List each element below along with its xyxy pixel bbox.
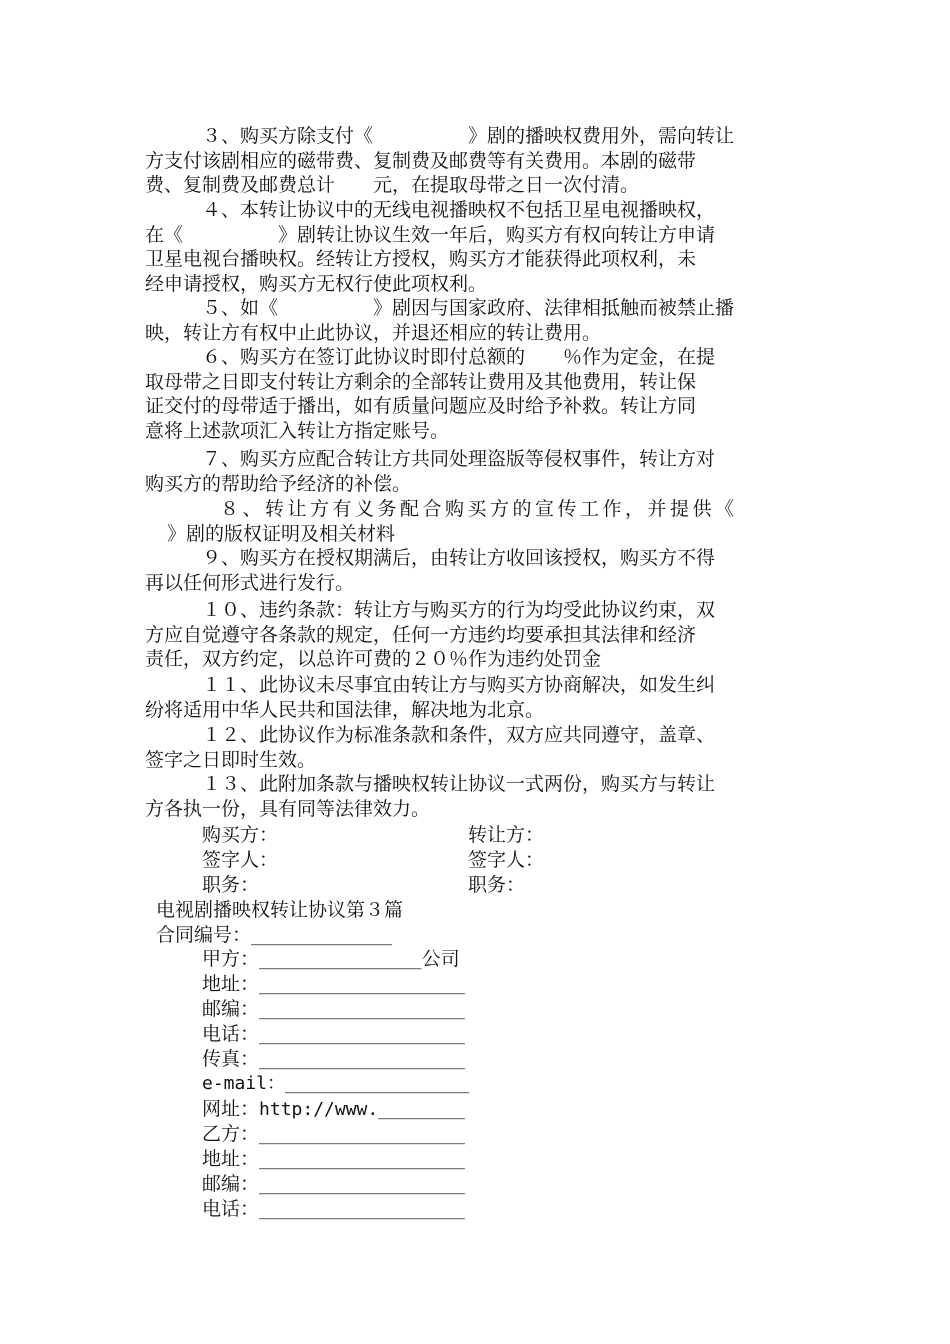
form-label: 电话：	[202, 1023, 260, 1045]
clause-line: １３、此附加条款与播映权转让协议一式两份，购买方与转让	[202, 773, 716, 795]
clause-line: 方支付该剧相应的磁带费、复制费及邮费等有关费用。本剧的磁带	[145, 149, 697, 172]
clause-8	[145, 497, 805, 546]
party-a-row	[202, 947, 460, 973]
form-label: 电话：	[202, 1198, 260, 1220]
buyer-label: 购买方：	[202, 824, 279, 846]
party-a-fax-row	[202, 1047, 465, 1073]
clause-11	[145, 673, 805, 722]
clause-line: 方应自觉遵守各条款的规定，任何一方违约均要承担其法律和经济	[145, 623, 697, 646]
clause-line: ３、购买方除支付《 》剧的播映权费用外，需向转让	[202, 125, 735, 147]
form-label: 地址：	[202, 973, 260, 995]
buyer-title-label: 职务：	[202, 874, 260, 896]
clause-line: 意将上述款项汇入转让方指定账号。	[145, 419, 450, 442]
clause-line: ９、购买方在授权期满后，由转让方收回该授权，购买方不得	[202, 547, 716, 569]
clause-3	[145, 124, 805, 198]
clause-4	[145, 198, 805, 296]
form-blank: http://www.________	[259, 1099, 465, 1120]
party-a-email-row	[202, 1072, 469, 1097]
seller-label: 转让方：	[468, 824, 545, 846]
party-a-website-row	[202, 1097, 465, 1123]
form-blank: ___________________	[259, 1049, 465, 1070]
clause-line: 购买方的帮助给予经济的补偿。	[145, 472, 412, 495]
party-a-postcode-row	[202, 997, 465, 1023]
form-label: 网址：	[202, 1098, 260, 1120]
form-label: 传真：	[202, 1048, 260, 1070]
seller-signatory-label: 签字人：	[468, 849, 545, 871]
clause-7	[145, 447, 805, 496]
clause-line: 责任，双方约定，以总许可费的２０％作为违约处罚金	[145, 648, 602, 670]
clause-5	[145, 296, 805, 345]
contract-number-row	[156, 923, 392, 949]
clause-line: 》剧的版权证明及相关材料	[167, 522, 396, 545]
form-blank: ___________________	[259, 974, 465, 995]
clause-line: 在《 》剧转让协议生效一年后，购买方有权向转让方申请	[145, 223, 716, 246]
contract-number-label: 合同编号：	[156, 924, 252, 946]
clause-line: １２、此协议作为标准条款和条件，双方应共同遵守，盖章、	[202, 724, 716, 746]
clause-line: 签字之日即时生效。	[145, 748, 317, 771]
form-blank: ___________________	[259, 1149, 465, 1170]
form-blank: ___________________	[259, 1174, 465, 1195]
buyer-signatory-label: 签字人：	[202, 849, 279, 871]
party-a-phone-row	[202, 1022, 465, 1048]
clause-9	[145, 546, 805, 595]
clause-12	[145, 723, 805, 772]
form-suffix: 公司	[421, 948, 460, 970]
form-blank: _________________	[285, 1073, 470, 1094]
clause-line: 纷将适用中华人民共和国法律，解决地为北京。	[145, 698, 545, 721]
clause-line: １１、此协议未尽事宜由转让方与购买方协商解决，如发生纠	[202, 674, 716, 696]
clause-line: 方各执一份，具有同等法律效力。	[145, 797, 431, 820]
party-b-address-row	[202, 1147, 465, 1173]
party-b-postcode-row	[202, 1172, 465, 1198]
clause-line: 卫星电视台播映权。经转让方授权，购买方才能获得此项权利，未	[145, 248, 697, 270]
form-label: 邮编：	[202, 1173, 260, 1195]
clause-line: ４、本转让协议中的无线电视播映权不包括卫星电视播映权，	[202, 199, 716, 221]
party-b-row	[202, 1122, 465, 1148]
clause-line: ６、购买方在签订此协议时即付总额的 ％作为定金，在提	[202, 346, 716, 368]
form-label: e-mail：	[202, 1073, 286, 1094]
clause-line: ８、转让方有义务配合购买方的宣传工作，并提供《	[220, 498, 738, 520]
form-label: 甲方：	[202, 948, 260, 970]
form-label: 乙方：	[202, 1123, 260, 1145]
section-title: 电视剧播映权转让协议第３篇	[156, 899, 404, 921]
clause-line: ５、如《 》剧因与国家政府、法律相抵触而被禁止播	[202, 297, 735, 319]
form-label: 邮编：	[202, 998, 260, 1020]
form-blank: ___________________	[259, 1024, 465, 1045]
clause-line: １０、违约条款：转让方与购买方的行为均受此协议约束，双	[202, 599, 716, 621]
party-b-phone-row	[202, 1197, 465, 1223]
clause-10	[145, 598, 805, 672]
seller-title-label: 职务：	[468, 874, 526, 896]
clause-line: 映，转让方有权中止此协议，并退还相应的转让费用。	[145, 321, 602, 344]
clause-6	[145, 345, 805, 443]
clause-line: 证交付的母带适于播出，如有质量问题应及时给予补救。转让方同	[145, 395, 697, 417]
form-blank: _______________	[259, 949, 422, 970]
contract-number-blank: _____________	[251, 925, 392, 946]
form-blank: ___________________	[259, 999, 465, 1020]
form-blank: ___________________	[259, 1124, 465, 1145]
clause-line: 再以任何形式进行发行。	[145, 571, 355, 594]
form-blank: ___________________	[259, 1199, 465, 1220]
clause-line: 经申请授权，购买方无权行使此项权利。	[145, 272, 488, 295]
clause-line: 费、复制费及邮费总计 元，在提取母带之日一次付清。	[145, 174, 640, 196]
clause-13	[145, 772, 805, 821]
clause-line: ７、购买方应配合转让方共同处理盗版等侵权事件，转让方对	[202, 448, 716, 470]
clause-line: 取母带之日即支付转让方剩余的全部转让费用及其他费用，转让保	[145, 370, 697, 393]
party-a-address-row	[202, 972, 465, 998]
form-label: 地址：	[202, 1148, 260, 1170]
